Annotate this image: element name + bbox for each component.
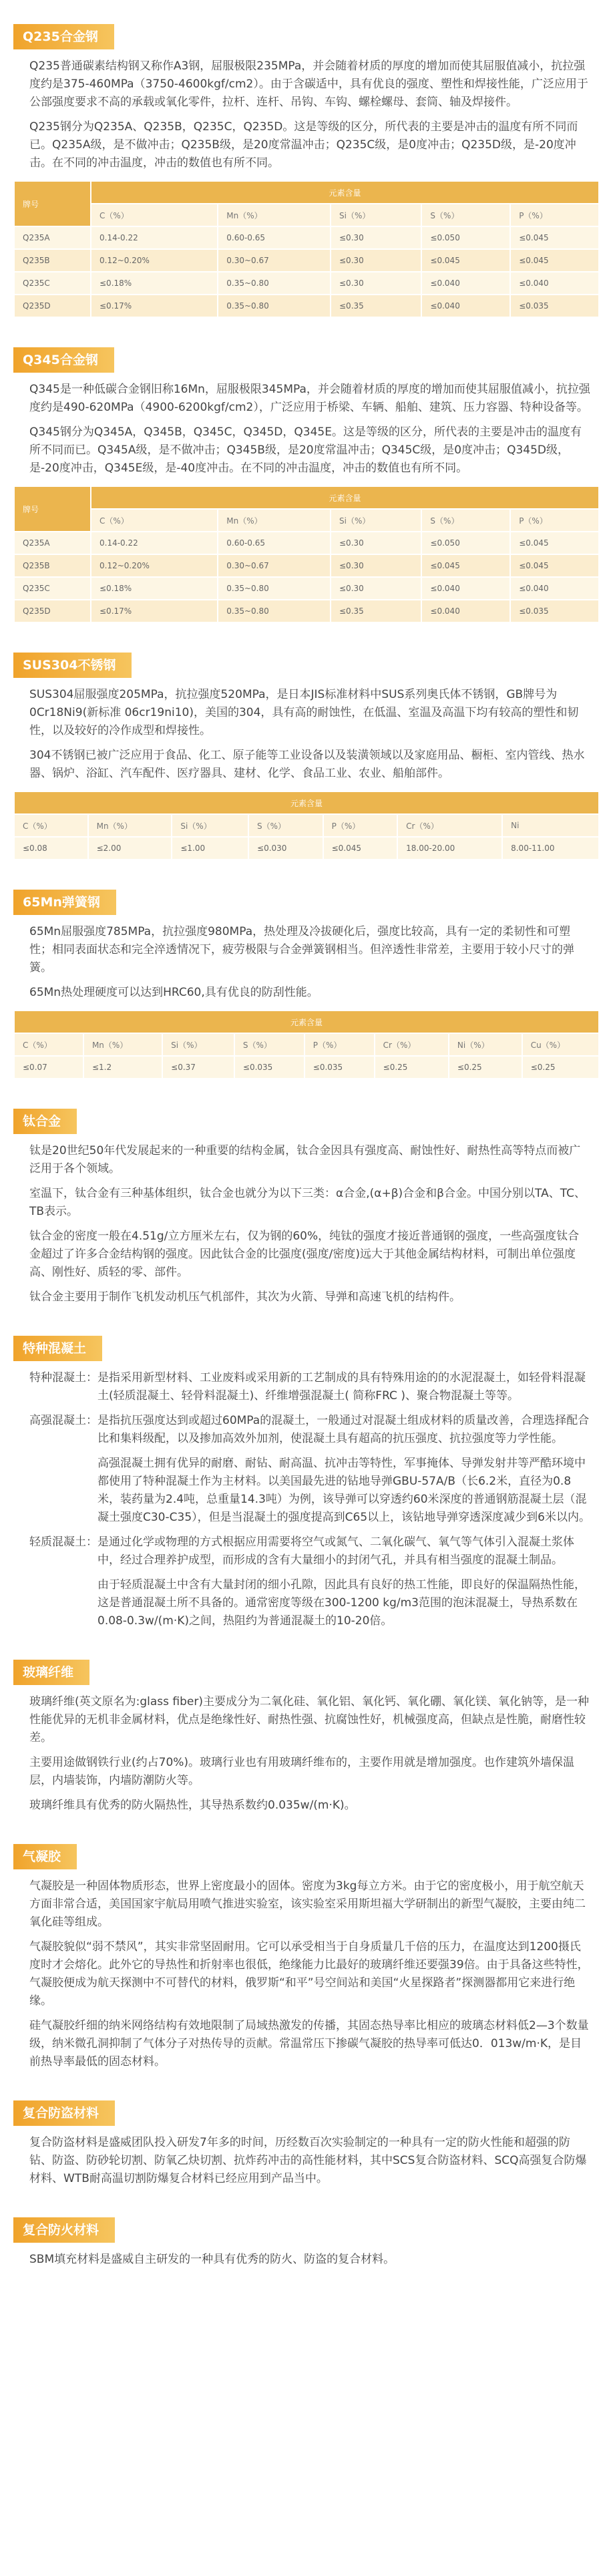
table-cell: ≤0.040 — [421, 272, 510, 295]
table-group-header: 元素含量 — [14, 1010, 599, 1033]
section-body — [13, 678, 600, 783]
table-cell: ≤0.17% — [91, 295, 218, 317]
section-body — [13, 915, 600, 1002]
table-cell: ≤0.30 — [331, 226, 421, 249]
section-body — [13, 1869, 600, 2071]
table-cell: ≤0.35 — [331, 295, 421, 317]
table-row — [14, 837, 599, 860]
table-cell: 8.00-11.00 — [502, 837, 599, 860]
table-column-header: S（%） — [248, 814, 323, 837]
table-corner-cell: 牌号 — [14, 181, 91, 226]
table-cell: 0.35~0.80 — [218, 272, 331, 295]
table-cell: ≤0.045 — [421, 249, 510, 272]
table-row — [14, 577, 599, 600]
table-cell: 0.35~0.80 — [218, 577, 331, 600]
table-cell: 0.60-0.65 — [218, 226, 331, 249]
definition-list — [29, 1369, 590, 1630]
composition-table — [13, 1010, 600, 1079]
table-column-header: Cu（%） — [522, 1033, 599, 1056]
paragraph: Q235钢分为Q235A、Q235B，Q235C，Q235D。这是等级的区分，所代表的主要是冲击的温度有所不同而已。Q235A级，是不做冲击；Q235B级，是20度常温冲击；Q235C级，是0度冲击；Q235D级，是-20度冲击。在不同的冲击温度，冲击的数值也有所不同。 — [29, 120, 578, 170]
table-cell: ≤2.00 — [88, 837, 172, 860]
table-cell: ≤0.30 — [331, 577, 421, 600]
table-column-header: Cr（%） — [397, 814, 502, 837]
section-sus304 — [13, 653, 600, 860]
table-column-header: Ni（%） — [449, 1033, 522, 1056]
table-cell: 0.35~0.80 — [218, 295, 331, 317]
composition-table — [13, 180, 600, 318]
table-cell: ≤1.00 — [172, 837, 248, 860]
section-glass-fiber — [13, 1660, 600, 1815]
table-group-header: 元素含量 — [91, 181, 599, 204]
table-column-header: Si（%） — [172, 814, 248, 837]
section-title: 65Mn弹簧钢 — [13, 890, 116, 915]
table-cell: ≤0.050 — [421, 226, 510, 249]
table-cell: ≤0.040 — [510, 272, 599, 295]
section-titanium — [13, 1109, 600, 1306]
table-header-row — [14, 486, 599, 509]
table-column-header: P（%） — [510, 509, 599, 532]
paragraph: 65Mn热处理硬度可以达到HRC60,具有优良的防刮性能。 — [29, 986, 319, 999]
section-title: Q345合金钢 — [13, 347, 114, 373]
table-cell: ≤0.035 — [234, 1056, 304, 1079]
table-column-header: C（%） — [91, 204, 218, 226]
table-column-header: P（%） — [323, 814, 398, 837]
composition-table — [13, 791, 600, 860]
table-corner-cell: 牌号 — [14, 486, 91, 532]
table-cell: ≤0.040 — [421, 295, 510, 317]
paragraph: 气凝胶貌似“弱不禁风”，其实非常坚固耐用。它可以承受相当于自身质量几千倍的压力，在温度达到1200摄氏度时才会熔化。此外它的导热性和折射率也很低，绝缘能力比最好的玻璃纤维还要强39倍。由于具备这些特性，气凝胶便成为航天探测中不可替代的材料，俄罗斯“和平”号空间站和美国“火星探路者”探测器都用它来进行绝缘。 — [29, 1940, 589, 2008]
table-cell: ≤0.045 — [510, 249, 599, 272]
table-column-header: Mn（%） — [218, 204, 331, 226]
table-column-header: S（%） — [421, 509, 510, 532]
paragraph: 65Mn屈服强度785MPa，抗拉强度980MPa，热处理及冷拔硬化后，强度比较高，具有一定的柔韧性和可塑性；相同表面状态和完全淬透情况下，疲劳极限与合金弹簧钢相当。但淬透性非常差，主要用于较小尺寸的弹簧。 — [29, 925, 574, 974]
table-cell: ≤0.25 — [522, 1056, 599, 1079]
table-column-header: Si（%） — [331, 509, 421, 532]
paragraph: 室温下，钛合金有三种基体组织，钛合金也就分为以下三类：α合金,(α+β)合金和β合金。中国分别以TA、TC、TB表示。 — [29, 1187, 586, 1218]
table-header-row — [14, 1010, 599, 1033]
section-title: 钛合金 — [13, 1109, 77, 1134]
table-column-header: S（%） — [421, 204, 510, 226]
table-column-header-row — [14, 814, 599, 837]
table-cell: 0.14-0.22 — [91, 532, 218, 554]
paragraph: 钛是20世纪50年代发展起来的一种重要的结构金属，钛合金因具有强度高、耐蚀性好、耐热性高等特点而被广泛用于各个领域。 — [29, 1144, 581, 1175]
table-row — [14, 272, 599, 295]
table-cell: Q235C — [14, 577, 91, 600]
paragraph: 玻璃纤维(英文原名为:glass fiber)主要成分为二氧化硅、氧化铝、氧化钙、氧化硼、氧化镁、氧化钠等，是一种性能优异的无机非金属材料，优点是绝缘性好、耐热性强、抗腐蚀性好，机械强度高，但缺点是性脆，耐磨性较差。 — [29, 1695, 589, 1744]
table-column-header: Si（%） — [331, 204, 421, 226]
paragraph: Q235普通碳素结构钢又称作A3钢，屈服极限235MPa，并会随着材质的厚度的增加而使其屈服值减小，抗拉强度约是375-460MPa（3750-4600kgf/cm2）。由于含碳适中，具有优良的强度、塑性和焊接性能，广泛应用于公部强度要求不高的承载或氧化零件，拉杆、连杆、吊钩、车钩、螺栓螺母、套筒、轴及焊接件。 — [29, 59, 588, 109]
table-cell: ≤0.045 — [510, 532, 599, 554]
paragraph: 304不锈钢已被广泛应用于食品、化工、原子能等工业设备以及装潢领域以及家庭用品、橱柜、室内管线、热水器、锅炉、浴缸、汽车配件、医疗器具、建材、化学、食品工业、农业、船舶部件。 — [29, 749, 585, 780]
table-cell: ≤0.37 — [162, 1056, 234, 1079]
table-cell: ≤0.050 — [421, 532, 510, 554]
section-aerogel — [13, 1844, 600, 2071]
term-description: 高强混凝土拥有优异的耐磨、耐钻、耐高温、抗冲击等特性，军事掩体、导弹发射井等严酷环境中都使用了特种混凝土作为主材料。以美国最先进的钻地导弹GBU-57A/B（长6.2米，直径为0.8米，装药量为2.4吨，总重量14.3吨）为例，该导弹可以穿透约60米深度的普通钢筋混凝土层（混凝土强度C30-C35），但是当混凝土的强度提高到C65以上，该钻地导弹穿透深度减少到6米以内。 — [97, 1457, 590, 1524]
term-description: 是指采用新型材料、工业废料或采用新的工艺制成的具有特殊用途的的水泥混凝土，如轻骨料混凝土(轻质混凝土、轻骨料混凝土)、纤维增强混凝土( 简称FRC )、聚合物混凝土等等。 — [97, 1371, 586, 1403]
section-title: SUS304不锈钢 — [13, 653, 132, 678]
table-cell: ≤0.035 — [510, 600, 599, 622]
table-row — [14, 532, 599, 554]
table-column-header-row — [14, 1033, 599, 1056]
table-cell: Q235D — [14, 295, 91, 317]
section-title: 气凝胶 — [13, 1844, 77, 1869]
table-column-header: C（%） — [14, 814, 88, 837]
table-cell: ≤0.30 — [331, 272, 421, 295]
table-column-header: Mn（%） — [88, 814, 172, 837]
table-cell: ≤0.25 — [375, 1056, 449, 1079]
table-column-header: C（%） — [14, 1033, 83, 1056]
section-65mn — [13, 890, 600, 1079]
section-title: Q235合金钢 — [13, 24, 114, 49]
table-row — [14, 600, 599, 622]
term-label-spacer — [29, 1455, 97, 1527]
paragraph: 主要用途做钢铁行业(约占70%)。玻璃行业也有用玻璃纤维布的，主要作用就是增加强度。也作建筑外墙保温层，内墙装饰，内墙防潮防火等。 — [29, 1756, 575, 1787]
table-cell: ≤0.040 — [421, 600, 510, 622]
term-description: 是指抗压强度达到或超过60MPa的混凝土，一般通过对混凝土组成材料的质量改善，合理选择配合比和集料级配，以及掺加高效外加剂，使混凝土具有超高的抗压强度、抗拉强度等力学性能。 — [97, 1414, 590, 1445]
table-column-header: Cr（%） — [375, 1033, 449, 1056]
table-group-header: 元素含量 — [14, 791, 599, 814]
section-body — [13, 49, 600, 172]
table-cell: 0.30~0.67 — [218, 554, 331, 577]
section-special-concrete — [13, 1336, 600, 1630]
section-anti-theft-composite — [13, 2100, 600, 2188]
table-row — [14, 554, 599, 577]
table-column-header: Mn（%） — [83, 1033, 162, 1056]
section-title: 复合防盗材料 — [13, 2100, 115, 2126]
term-description: 由于轻质混凝土中含有大量封闭的细小孔隙，因此具有良好的热工性能，即良好的保温隔热性能，这是普通混凝土所不具备的。通常密度等级在300-1200 kg/m3范围的泡沫混凝土，导热系数在0.08-0.3w/(m·K)之间，热阻约为普通混凝土的10-20倍。 — [97, 1578, 586, 1628]
table-cell: ≤0.08 — [14, 837, 88, 860]
table-cell: ≤0.07 — [14, 1056, 83, 1079]
table-cell: ≤0.030 — [248, 837, 323, 860]
table-cell: Q235B — [14, 554, 91, 577]
section-body — [13, 2243, 600, 2269]
table-cell: 0.14-0.22 — [91, 226, 218, 249]
section-q235 — [13, 24, 600, 318]
table-cell: ≤0.35 — [331, 600, 421, 622]
paragraph: 气凝胶是一种固体物质形态，世界上密度最小的固体。密度为3kg每立方米。由于它的密度极小，用于航空航天方面非常合适，美国国家宇航局用喷气推进实验室，该实验室采用斯坦福大学研制出的新型气凝胶，主要由纯二氧化硅等组成。 — [29, 1879, 586, 1929]
paragraph: 复合防盗材料是盛威团队投入研发7年多的时间，历经数百次实验制定的一种具有一定的防火性能和超强的防钻、防盗、防砂轮切割、防氧乙炔切割、抗炸药冲击的高性能材料，其中SCS复合防盗材料、SCQ高强复合防爆材料、WTB耐高温切割防爆复合材料已经应用到产品当中。 — [29, 2136, 587, 2185]
table-group-header: 元素含量 — [91, 486, 599, 509]
paragraph: SUS304屈服强度205MPa，抗拉强度520MPa，是日本JIS标准材料中SUS系列奥氏体不锈钢，GB牌号为0Cr18Ni9(新标准 06cr19ni10)，美国的304，具有高的耐蚀性，在低温、室温及高温下均有较高的塑性和韧性，以及较好的冷作成型和焊接性。 — [29, 688, 579, 737]
table-column-header: S（%） — [234, 1033, 304, 1056]
table-column-header-row — [14, 204, 599, 226]
term-label: 轻质混凝土： — [29, 1535, 97, 1549]
table-cell: ≤0.045 — [323, 837, 398, 860]
table-row — [14, 249, 599, 272]
table-row — [14, 1056, 599, 1079]
term-label: 特种混凝土： — [29, 1371, 97, 1385]
table-column-header: P（%） — [510, 204, 599, 226]
section-body — [13, 1134, 600, 1306]
table-cell: ≤0.045 — [421, 554, 510, 577]
table-cell: 0.35~0.80 — [218, 600, 331, 622]
table-column-header: P（%） — [304, 1033, 375, 1056]
section-body — [13, 1685, 600, 1815]
paragraph: SBM填充材料是盛威自主研发的一种具有优秀的防火、防盗的复合材料。 — [29, 2253, 395, 2266]
table-cell: Q235B — [14, 249, 91, 272]
section-q345 — [13, 347, 600, 623]
paragraph: Q345钢分为Q345A，Q345B，Q345C，Q345D，Q345E。这是等级的区分，所代表的主要是冲击的温度有所不同而已。Q345A级，是不做冲击；Q345B级，是20度常温冲击；Q345C级，是0度冲击；Q345D级，是-20度冲击，Q345E级，是-40度冲击。在不同的冲击温度，冲击的数值也有所不同。 — [29, 425, 582, 475]
table-cell: ≤0.035 — [304, 1056, 375, 1079]
term-label-spacer — [29, 1576, 97, 1630]
table-cell: ≤0.18% — [91, 272, 218, 295]
table-column-header: Mn（%） — [218, 509, 331, 532]
section-fireproof-composite — [13, 2217, 600, 2269]
table-column-header-row — [14, 509, 599, 532]
table-header-row — [14, 181, 599, 204]
table-cell: Q235A — [14, 226, 91, 249]
paragraph: Q345是一种低碳合金钢旧称16Mn，屈服极限345MPa，并会随着材质的厚度的增加而使其屈服值减小，抗拉强度约是490-620MPa（4900-6200kgf/cm2），广泛应用于桥梁、车辆、船舶、建筑、压力容器、特种设备等。 — [29, 383, 590, 414]
table-cell: ≤0.045 — [510, 554, 599, 577]
table-cell: ≤0.30 — [331, 532, 421, 554]
table-cell: ≤0.045 — [510, 226, 599, 249]
section-body — [13, 2126, 600, 2188]
paragraph: 玻璃纤维具有优秀的防火隔热性，其导热系数约0.035w/(m·K)。 — [29, 1799, 356, 1812]
table-cell: ≤0.18% — [91, 577, 218, 600]
section-title: 复合防火材料 — [13, 2217, 115, 2243]
table-column-header: Si（%） — [162, 1033, 234, 1056]
section-body — [13, 373, 600, 478]
section-title: 玻璃纤维 — [13, 1660, 89, 1685]
table-row — [14, 295, 599, 317]
table-row — [14, 226, 599, 249]
composition-table — [13, 486, 600, 623]
table-cell: 0.60-0.65 — [218, 532, 331, 554]
table-cell: ≤0.17% — [91, 600, 218, 622]
paragraph: 硅气凝胶纤细的纳米网络结构有效地限制了局域热激发的传播，其固态热导率比相应的玻璃态材料低2—3个数量级，纳米微孔洞抑制了气体分子对热传导的贡献。常温常压下掺碳气凝胶的热导率可低达0．013w/m·K，是目前热导率最低的固态材料。 — [29, 2019, 589, 2068]
table-cell: 0.12~0.20% — [91, 554, 218, 577]
table-cell: ≤0.040 — [421, 577, 510, 600]
term-label: 高强混凝土： — [29, 1414, 97, 1427]
table-cell: 0.30~0.67 — [218, 249, 331, 272]
paragraph: 钛合金主要用于制作飞机发动机压气机部件，其次为火箭、导弹和高速飞机的结构件。 — [29, 1290, 461, 1304]
table-cell: 0.12~0.20% — [91, 249, 218, 272]
table-cell: ≤0.30 — [331, 554, 421, 577]
table-cell: ≤0.040 — [510, 577, 599, 600]
table-column-header: C（%） — [91, 509, 218, 532]
table-cell: Q235A — [14, 532, 91, 554]
table-cell: 18.00-20.00 — [397, 837, 502, 860]
table-cell: ≤1.2 — [83, 1056, 162, 1079]
table-cell: ≤0.035 — [510, 295, 599, 317]
paragraph: 钛合金的密度一般在4.51g/立方厘米左右，仅为钢的60%，纯钛的强度才接近普通钢的强度，一些高强度钛合金超过了许多合金结构钢的强度。因此钛合金的比强度(强度/密度)远大于其他金属结构材料，可制出单位强度高、刚性好、质轻的零、部件。 — [29, 1230, 580, 1279]
section-title: 特种混凝土 — [13, 1336, 102, 1361]
term-description: 是通过化学或物理的方式根据应用需要将空气或氮气、二氧化碳气、氧气等气体引入混凝土浆体中，经过合理养护成型，而形成的含有大量细小的封闭气孔，并具有相当强度的混凝土制品。 — [97, 1535, 574, 1567]
table-cell: ≤0.25 — [449, 1056, 522, 1079]
table-header-row — [14, 791, 599, 814]
section-body — [13, 1361, 600, 1630]
table-cell: Q235D — [14, 600, 91, 622]
table-cell: Q235C — [14, 272, 91, 295]
table-column-header: Ni — [502, 814, 599, 837]
table-cell: ≤0.30 — [331, 249, 421, 272]
